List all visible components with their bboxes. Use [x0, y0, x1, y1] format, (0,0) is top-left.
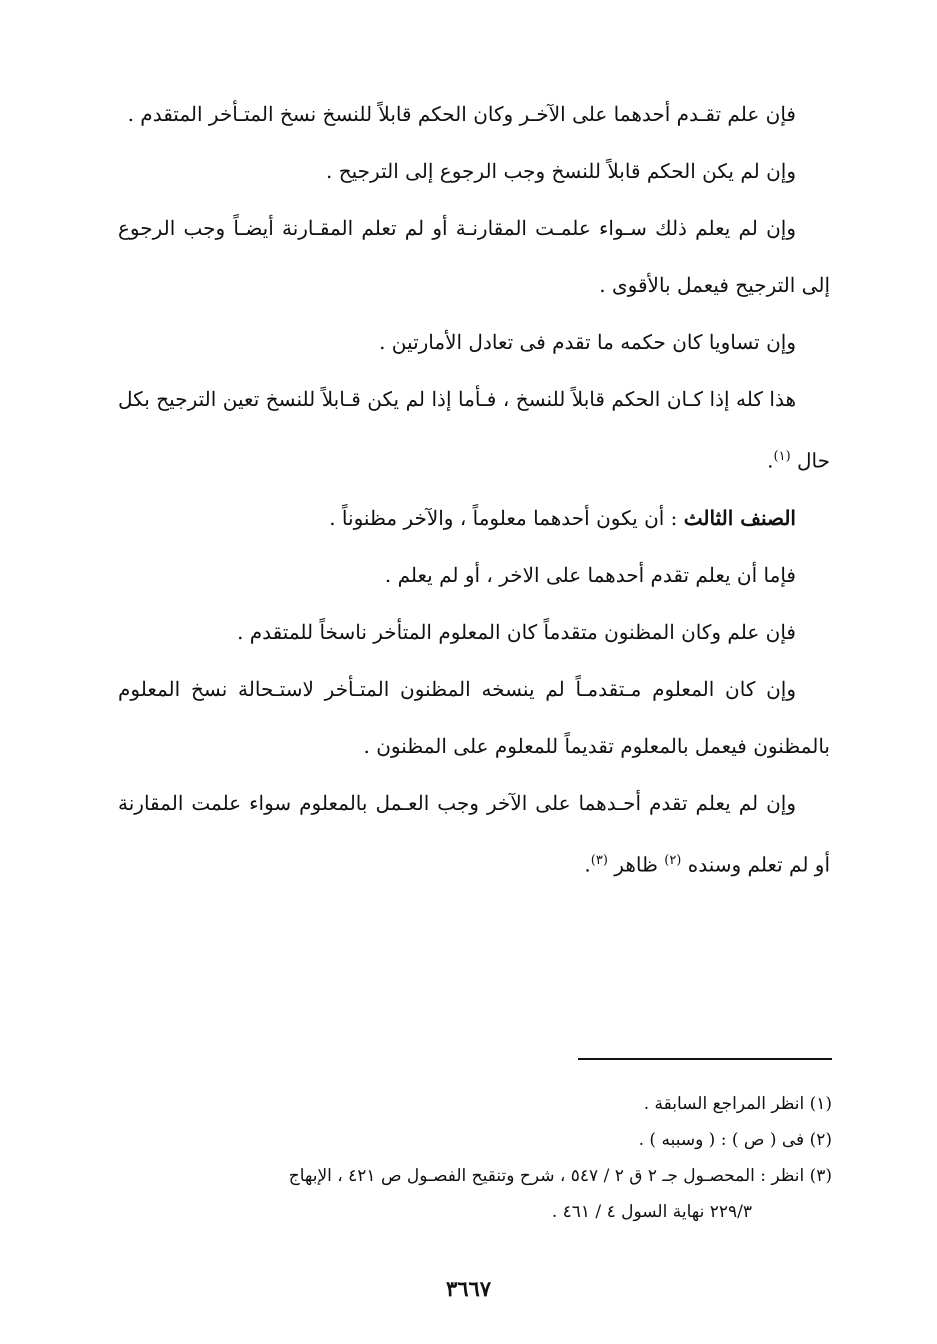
paragraph-text: وإن لم يكن الحكم قابلاً للنسخ وجب الرجوع إلى الترجيح .	[326, 159, 796, 183]
footnote-ref-2: (٢)	[664, 852, 682, 868]
paragraph-text: وإن لم يعلم تقدم أحـدهما على الآخر وجب العـمل بالمعلوم سواء علمت المقارنة أو لم تعلم وسنده	[118, 790, 830, 877]
footnote-ref-3: (٣)	[590, 852, 608, 868]
paragraph-text: وإن كان المعلوم مـتقدمـاً لم ينسخه المظنون المتـأخر لاستـحالة نسخ المعلوم بالمظنون فيعمل بالمعلوم تقديماً للمعلوم على المظنون .	[118, 676, 830, 758]
footnote-divider	[578, 1058, 832, 1060]
paragraph-text: وإن تساويا كان حكمه ما تقدم فى تعادل الأمارتين .	[379, 330, 796, 354]
paragraph-text: وإن لم يعلم ذلك سـواء علمـت المقارنـة أو لم تعلم المقـارنة أيضـاً وجب الرجوع إلى الترجيح فيعمل بالأقوى .	[118, 216, 830, 297]
footnote-1: (١) انظر المراجع السابقة .	[643, 1094, 832, 1114]
footnote-3-continued: ٢٢٩/٣ نهاية السول ٤ / ٤٦١ .	[551, 1202, 752, 1222]
paragraph-text: هذا كله إذا كـان الحكم قابلاً للنسخ ، فـأما إذا لم يكن قـابلاً للنسخ تعين الترجيح بكل حال	[118, 387, 830, 473]
footnote-2: (٢) فى ( ص ) : ( وسببه ) .	[638, 1130, 832, 1150]
paragraph-text: : أن يكون أحدهما معلوماً ، والآخر مظنوناً .	[329, 505, 678, 530]
paragraph-10	[118, 775, 830, 894]
paragraph-8	[118, 604, 830, 661]
section-heading: الصنف الثالث	[683, 505, 796, 530]
paragraph-text: فإن علم تقـدم أحدهما على الآخـر وكان الحكم قابلاً للنسخ نسخ المتـأخر المتقدم .	[127, 102, 796, 126]
paragraph-7	[118, 547, 830, 604]
paragraph-1	[118, 86, 830, 143]
paragraph-9	[118, 661, 830, 775]
paragraph-5	[118, 371, 830, 490]
footnote-ref-1: (١)	[773, 449, 791, 464]
footnote-3: (٣) انظر : المحصـول جـ ٢ ق ٢ / ٥٤٧ ، شرح وتنقيح الفصـول ص ٤٢١ ، الإبهاج	[288, 1166, 832, 1186]
paragraph-end: .	[584, 852, 591, 877]
footnotes	[118, 1086, 832, 1230]
paragraph-4	[118, 314, 830, 371]
paragraph-text: فإما أن يعلم تقدم أحدهما على الاخر ، أو لم يعلم .	[384, 562, 796, 587]
paragraph-text: فإن علم وكان المظنون متقدماً كان المعلوم المتأخر ناسخاً للمتقدم .	[237, 619, 796, 644]
paragraph-6	[118, 490, 830, 547]
paragraph-3	[118, 200, 830, 314]
paragraph-end: .	[767, 448, 774, 473]
page-number: ٣٦٦٧	[445, 1276, 492, 1301]
paragraph-text: ظاهر	[614, 852, 658, 877]
paragraph-2	[118, 143, 830, 200]
main-text	[118, 86, 830, 893]
